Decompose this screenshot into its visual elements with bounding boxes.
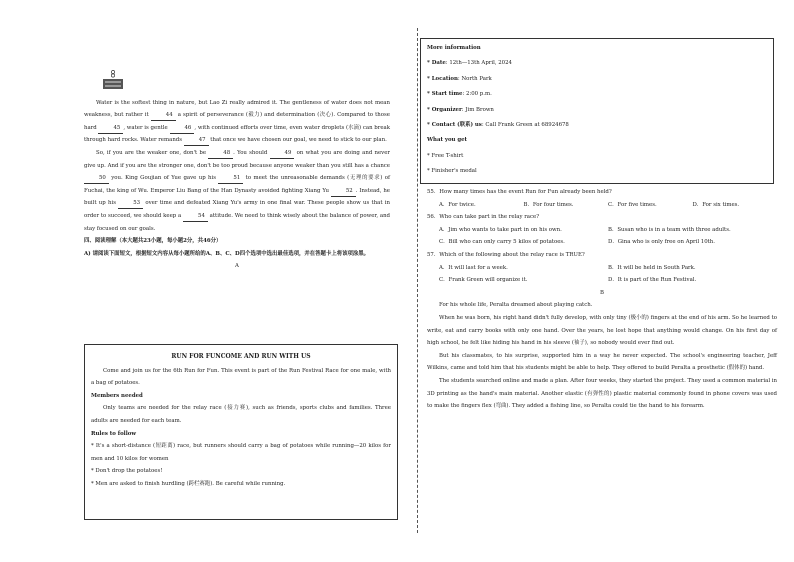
option: D．It is part of the Run Festival. bbox=[608, 277, 697, 284]
section-heading: 四、阅读理解（本大题共23小题，每小题2分，共46分） bbox=[84, 238, 222, 245]
passage-b-paragraph: But his classmates, to his surprise, supported him in a way he never expected. The school's engineering teacher, Jeff Wilkins, came and told him that his students might be able to help. They offered to build Peralta a prosthetic (假体的) hand. bbox=[427, 352, 777, 372]
blank-48: 48 bbox=[208, 149, 233, 159]
question-55: 55．How many times has the event Run for Fun already been held? bbox=[427, 189, 612, 195]
rules-heading: Rules to follow bbox=[91, 430, 136, 437]
option: C．Frank Green will organize it. bbox=[439, 277, 528, 284]
rule-item: * Men are asked to finish hurdling (跨栏赛跑). Be careful while running. bbox=[91, 480, 286, 487]
blank-50: 50 bbox=[84, 174, 109, 184]
blank-49: 49 bbox=[270, 149, 295, 159]
rule-item: * Don't drop the potatoes! bbox=[91, 468, 163, 475]
passage-b-paragraph: When he was born, his right hand didn't fully develop, with only tiny (极小的) fingers at the end of his arm. So he learned to write, eat and carry books with only one hand. Over the years, he lost hope that anything would change. On his first day of high school, he felt like hiding his hand in his sleeve (袖子), so nobody would ever find out. bbox=[427, 314, 777, 347]
passage-b-paragraph: For his whole life, Peralta dreamed about playing catch. bbox=[439, 302, 593, 309]
option: A．It will last for a week. bbox=[439, 264, 508, 271]
what-you-get-heading: What you get bbox=[427, 137, 468, 144]
question-56: 56．Who can take part in the relay race? bbox=[427, 214, 540, 221]
cloze-paragraph-1: Water is the softest thing in nature, but Lao Zi really admired it. The gentleness of water does not mean weakness, but rather it 44 a spirit of perseverance (毅力) and determination (决心). Compared to those hard 45 , water is gentle 46 , with continued efforts over time, even water droplets (水滴) can break through hard rocks. Water remands 47 that once we have chosen our goal, we need to stick to our plan. bbox=[84, 97, 390, 147]
left-column bbox=[84, 70, 390, 273]
right-column bbox=[427, 186, 777, 413]
publisher-logo-icon bbox=[100, 70, 126, 90]
option: B．It will be held in South Park. bbox=[608, 264, 696, 271]
contact-line: * Contact (联系) us: Call Frank Green at 68924678 bbox=[427, 122, 569, 129]
more-info-heading: More information bbox=[427, 45, 481, 51]
info-box bbox=[420, 38, 774, 184]
option: B．For four times. bbox=[523, 201, 574, 208]
option: D．For six times. bbox=[692, 201, 740, 208]
passage-b-paragraph: The students searched online and made a plan. After four weeks, they started the project. They used a common material in 3D printing as the hand's main material. Another elastic (有弹性的) plastic material commonly found in phone covers was used to make the fingers flex (弯曲). They added a fishing line, so Peralta could tie the hand to his forearm. bbox=[427, 377, 777, 410]
get-item: * Finisher's medal bbox=[427, 168, 477, 175]
blank-54: 54 bbox=[183, 212, 208, 222]
cloze-paragraph-2: So, if you are the weaker one, don't be 48 . You should 49 on what you are doing and never give up. And if you are the stronger one, don't be too proud because anyone weaker than you still has a chance 50 you. King Goujian of Yue gave up his 51 to meet the unreasonable demands (无理的要求) of Fuchai, the king of Wu. Emperor Liu Bang of the Han Dynasty avoided fighting Xiang Yu 52 . Instead, he built up his 53 over time and defeated Xiang Yu's army in one final war. These people show us that in order to succeed, we should keep a 54 attitude. We need to think wisely about the balance of power, and stay focused on our goals. bbox=[84, 149, 391, 232]
section-instruction: A) 请阅读下面短文，根据短文内容从每小题所给的A、B、C、D四个选项中选出最佳选项，并在答题卡上将该项涂黑。 bbox=[84, 250, 370, 257]
option: B．Susan who is in a team with three adults. bbox=[608, 226, 731, 233]
start-time-line: * Start time: 2:00 p.m. bbox=[427, 91, 492, 98]
blank-45: 45 bbox=[98, 124, 123, 134]
passage-a-label: A bbox=[235, 263, 239, 270]
event-intro: Come and join us for the 6th Run for Fun. This event is part of the Run Festival Race for one male, with a bag of potatoes. bbox=[91, 367, 391, 387]
blank-47: 47 bbox=[184, 136, 209, 146]
option: C．Bill who can only carry 5 kilos of potatoes. bbox=[439, 239, 565, 246]
option: D．Gina who is only free on April 10th. bbox=[608, 239, 715, 246]
option: C．For five times. bbox=[608, 201, 657, 208]
blank-52: 52 bbox=[331, 187, 356, 197]
passage-b-label: B bbox=[600, 289, 604, 296]
location-line: * Location: North Park bbox=[427, 75, 492, 82]
option: A．For twice. bbox=[439, 201, 476, 208]
question-55-options bbox=[427, 199, 777, 212]
option: A．Jim who wants to take part in on his own. bbox=[439, 226, 562, 233]
question-57-options bbox=[427, 262, 777, 287]
question-57: 57．Which of the following about the relay race is TRUE? bbox=[427, 251, 585, 258]
rule-item: * It's a short-distance (短距离) race, but runners should carry a bag of potatoes while running—20 kilos for men and 10 kilos for women bbox=[91, 443, 391, 462]
blank-46: 46 bbox=[170, 124, 195, 134]
date-line: * Date: 12th—13th April, 2024 bbox=[427, 60, 512, 67]
blank-44: 44 bbox=[151, 111, 176, 121]
members-heading: Members needed bbox=[91, 392, 143, 399]
event-title: RUN FOR FUNCOME AND RUN WITH US bbox=[171, 353, 311, 360]
members-text: Only teams are needed for the relay race (接力赛), such as friends, sports clubs and families. Three adults are needed for each team. bbox=[91, 405, 391, 424]
organizer-line: * Organizer: Jim Brown bbox=[427, 106, 494, 113]
get-item: * Free T-shirt bbox=[427, 152, 464, 159]
column-divider bbox=[417, 28, 418, 533]
question-56-options bbox=[427, 224, 777, 249]
blank-53: 53 bbox=[118, 199, 143, 209]
blank-51: 51 bbox=[218, 174, 243, 184]
event-notice-box bbox=[84, 344, 398, 520]
